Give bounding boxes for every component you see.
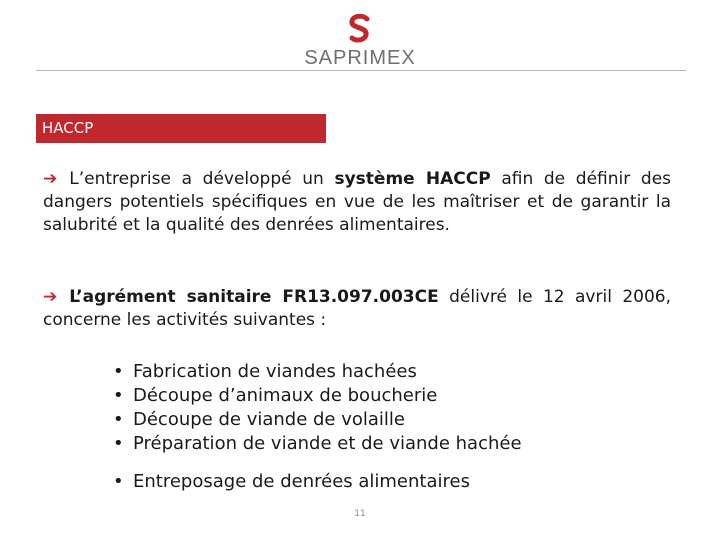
section-title-bar: HACCP bbox=[36, 114, 326, 143]
activities-list bbox=[113, 360, 522, 456]
para2-bold: L’agrément sanitaire FR13.097.003CE bbox=[69, 287, 439, 307]
list-item: • Découpe d’animaux de boucherie bbox=[113, 384, 522, 408]
list-item: • Découpe de viande de volaille bbox=[113, 408, 522, 432]
list-item: • Entreposage de denrées alimentaires bbox=[113, 470, 470, 494]
logo-s-icon bbox=[347, 14, 373, 44]
activities-list-extra bbox=[113, 470, 470, 494]
company-logo bbox=[0, 14, 720, 70]
page-number: 11 bbox=[354, 509, 366, 519]
arrow-right-icon: ➔ bbox=[43, 287, 58, 307]
list-item: • Fabrication de viandes hachées bbox=[113, 360, 522, 384]
paragraph-haccp bbox=[43, 168, 671, 237]
logo-text: SAPRIMEX bbox=[304, 47, 416, 69]
para1-text-start: L’entreprise a développé un bbox=[69, 169, 335, 189]
list-item: • Préparation de viande et de viande hachée bbox=[113, 432, 522, 456]
paragraph-agrement bbox=[43, 286, 671, 332]
para1-bold: système HACCP bbox=[334, 169, 491, 189]
para1-text-end: afin de définir des dangers potentiels spécifiques en vue de les maîtriser et de garantir la salubrité et la qualité des denrées alimentaires. bbox=[43, 169, 672, 235]
header-divider bbox=[36, 70, 686, 71]
arrow-right-icon: ➔ bbox=[43, 169, 58, 189]
para2-text-end: délivré le 12 avril 2006, concerne les activités suivantes : bbox=[43, 287, 671, 330]
